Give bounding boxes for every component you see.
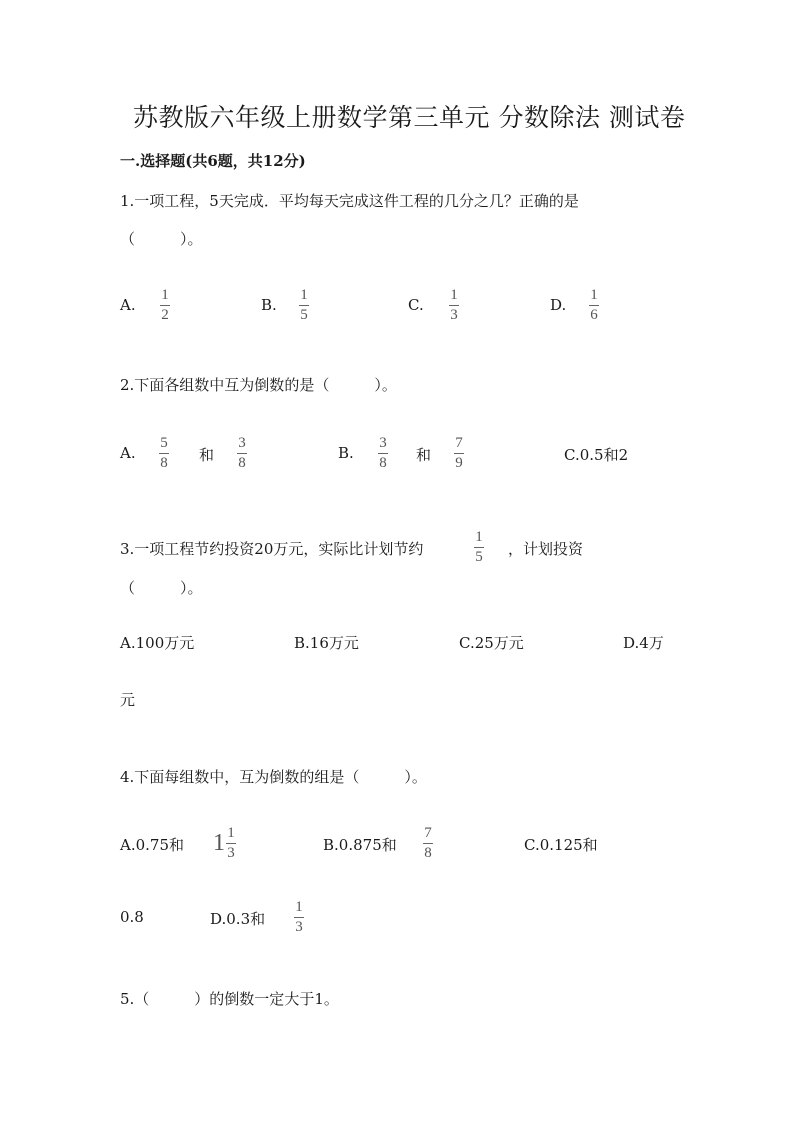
fraction-denominator: 3 bbox=[227, 845, 235, 861]
question-1-paren: （ ）。 bbox=[120, 230, 203, 248]
fraction-numerator: 5 bbox=[160, 435, 168, 451]
q1-option-b-fraction bbox=[299, 288, 309, 323]
q2-option-a-fraction-2 bbox=[237, 436, 247, 471]
q3-option-c: C.25万元 bbox=[459, 634, 524, 652]
q4-option-a-text: A.0.75和 bbox=[120, 836, 184, 854]
fraction-numerator: 1 bbox=[590, 287, 598, 303]
fraction-numerator: 1 bbox=[295, 899, 303, 915]
fraction-bar bbox=[299, 305, 309, 306]
q3-option-d: D.4万 bbox=[623, 634, 664, 652]
q4-option-d-text: D.0.3和 bbox=[210, 910, 266, 928]
q3-option-b: B.16万元 bbox=[294, 634, 359, 652]
fraction-numerator: 7 bbox=[424, 825, 432, 841]
fraction-denominator: 8 bbox=[160, 455, 168, 471]
fraction-bar bbox=[237, 453, 247, 454]
q1-option-b-label: B. bbox=[261, 296, 277, 314]
q2-option-a-label: A. bbox=[120, 444, 136, 462]
question-4-text: 4.下面每组数中，互为倒数的组是（ ）。 bbox=[120, 768, 427, 786]
fraction-denominator: 5 bbox=[300, 307, 308, 323]
q1-option-c-fraction bbox=[449, 288, 459, 323]
q1-option-c-label: C. bbox=[408, 296, 424, 314]
q1-option-a-label: A. bbox=[120, 296, 136, 314]
q2-option-b-and: 和 bbox=[416, 446, 432, 464]
mixed-whole: 1 bbox=[213, 830, 225, 856]
q2-option-a-fraction-1 bbox=[159, 436, 169, 471]
fraction-numerator: 1 bbox=[300, 287, 308, 303]
fraction-bar bbox=[159, 453, 169, 454]
fraction-denominator: 8 bbox=[424, 845, 432, 861]
fraction-bar bbox=[160, 305, 170, 306]
q2-option-b-fraction-1 bbox=[378, 436, 388, 471]
fraction-denominator: 3 bbox=[295, 919, 303, 935]
fraction-denominator: 5 bbox=[475, 549, 483, 565]
question-3-paren: （ ）。 bbox=[120, 579, 203, 597]
fraction-bar bbox=[449, 305, 459, 306]
section-header: 一.选择题(共6题，共12分) bbox=[120, 152, 306, 170]
mixed-fraction bbox=[226, 826, 236, 861]
q2-option-b-label: B. bbox=[338, 444, 354, 462]
fraction-denominator: 6 bbox=[590, 307, 598, 323]
q4-option-b-fraction bbox=[423, 826, 433, 861]
fraction-denominator: 8 bbox=[238, 455, 246, 471]
page-title: 苏教版六年级上册数学第三单元 分数除法 测试卷 bbox=[133, 103, 686, 132]
q4-option-c-wrap: 0.8 bbox=[120, 908, 144, 926]
q1-option-d-label: D. bbox=[550, 296, 567, 314]
fraction-numerator: 1 bbox=[450, 287, 458, 303]
fraction-numerator: 1 bbox=[161, 287, 169, 303]
fraction-denominator: 2 bbox=[161, 307, 169, 323]
q4-option-a-mixed-number bbox=[213, 826, 236, 861]
question-1-text: 1.一项工程，5天完成．平均每天完成这件工程的几分之几？正确的是 bbox=[120, 192, 579, 210]
q4-option-c-text: C.0.125和 bbox=[524, 836, 598, 854]
q3-fraction bbox=[474, 530, 484, 565]
q2-option-c: C.0.5和2 bbox=[564, 446, 629, 464]
fraction-bar bbox=[589, 305, 599, 306]
fraction-numerator: 3 bbox=[379, 435, 387, 451]
q1-option-a-fraction bbox=[160, 288, 170, 323]
question-5-text: 5.（ ）的倒数一定大于1。 bbox=[120, 990, 339, 1008]
fraction-numerator: 7 bbox=[455, 435, 463, 451]
q1-option-d-fraction bbox=[589, 288, 599, 323]
fraction-numerator: 1 bbox=[227, 825, 235, 841]
fraction-bar bbox=[454, 453, 464, 454]
fraction-numerator: 3 bbox=[238, 435, 246, 451]
q3-option-d-wrap: 元 bbox=[120, 691, 136, 709]
fraction-bar bbox=[423, 843, 433, 844]
q2-option-b-fraction-2 bbox=[454, 436, 464, 471]
question-3-text-after: ，计划投资 bbox=[508, 540, 584, 558]
q3-option-a: A.100万元 bbox=[120, 634, 195, 652]
fraction-denominator: 3 bbox=[450, 307, 458, 323]
fraction-bar bbox=[378, 453, 388, 454]
q4-option-d-fraction bbox=[294, 900, 304, 935]
fraction-bar bbox=[226, 843, 236, 844]
question-3-text-before: 3.一项工程节约投资20万元，实际比计划节约 bbox=[120, 540, 424, 558]
fraction-bar bbox=[294, 917, 304, 918]
fraction-bar bbox=[474, 547, 484, 548]
fraction-denominator: 9 bbox=[455, 455, 463, 471]
fraction-denominator: 8 bbox=[379, 455, 387, 471]
q4-option-b-text: B.0.875和 bbox=[323, 836, 397, 854]
question-2-text: 2.下面各组数中互为倒数的是（ ）。 bbox=[120, 376, 397, 394]
q2-option-a-and: 和 bbox=[199, 446, 215, 464]
fraction-numerator: 1 bbox=[475, 529, 483, 545]
